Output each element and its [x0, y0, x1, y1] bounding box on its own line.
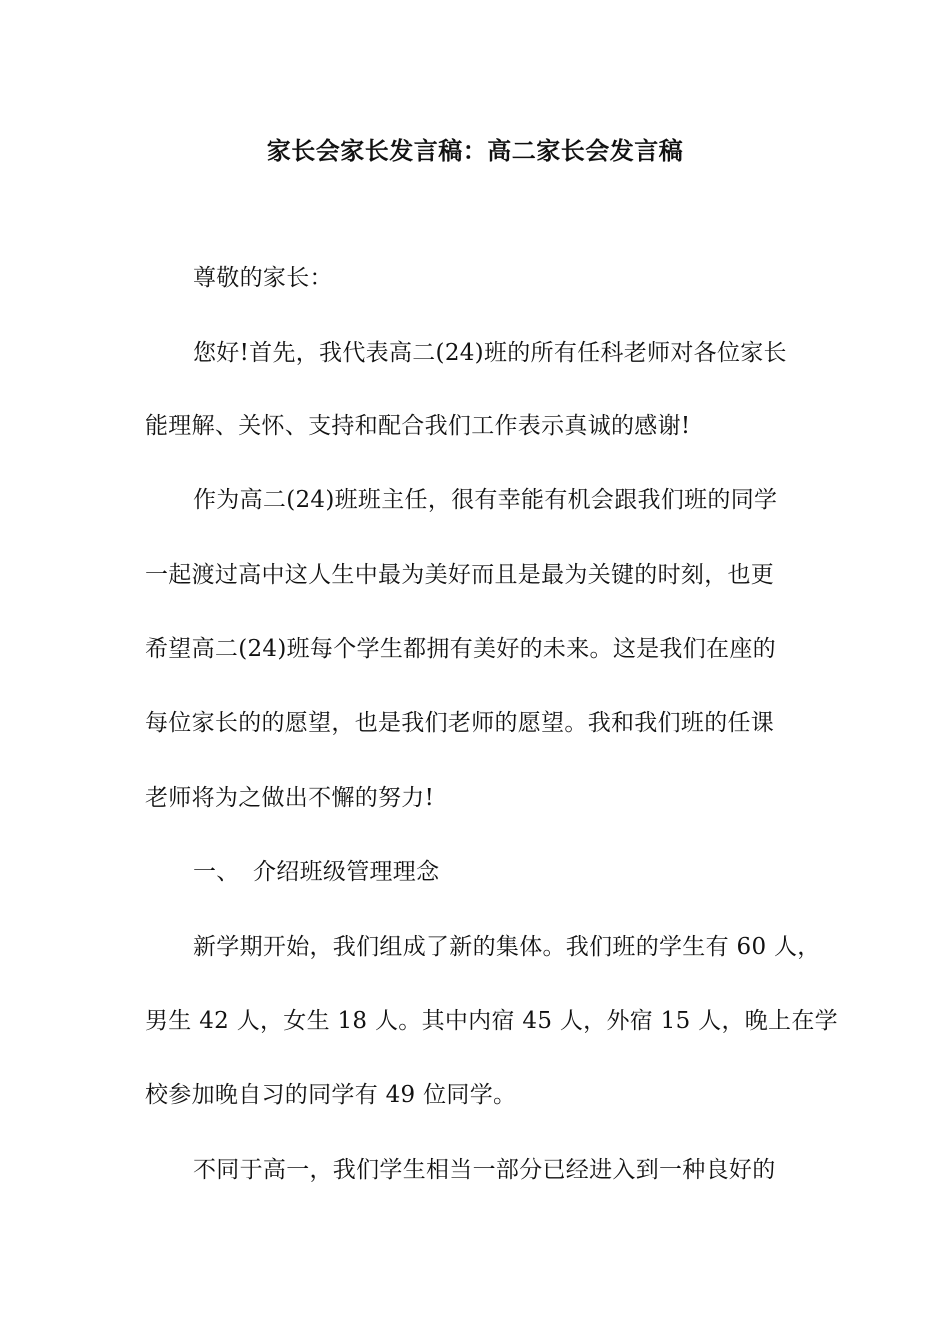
salutation: 尊敬的家长：	[193, 265, 333, 291]
section-heading-text: 介绍班级管理理念	[253, 859, 440, 885]
paragraph-line: 男生 42 人，女生 18 人。其中内宿 45 人，外宿 15 人，晚上在学	[145, 1008, 838, 1034]
paragraph-line: 希望高二(24)班每个学生都拥有美好的未来。这是我们在座的	[145, 636, 776, 662]
paragraph-line: 新学期开始，我们组成了新的集体。我们班的学生有 60 人，	[193, 934, 821, 960]
paragraph-line: 每位家长的的愿望，也是我们老师的愿望。我和我们班的任课	[145, 710, 775, 736]
paragraph-line: 作为高二(24)班班主任，很有幸能有机会跟我们班的同学	[193, 487, 778, 513]
section-heading	[193, 857, 439, 887]
paragraph-line: 您好!首先，我代表高二(24)班的所有任科老师对各位家长	[193, 340, 787, 366]
section-heading-number: 一、	[193, 859, 240, 885]
paragraph-line: 校参加晚自习的同学有 49 位同学。	[145, 1082, 517, 1108]
paragraph-line: 老师将为之做出不懈的努力!	[145, 785, 435, 811]
paragraph-line: 不同于高一，我们学生相当一部分已经进入到一种良好的	[193, 1157, 776, 1183]
paragraph-line: 一起渡过高中这人生中最为美好而且是最为关键的时刻，也更	[145, 562, 775, 588]
document-title: 家长会家长发言稿：高二家长会发言稿	[266, 136, 684, 165]
paragraph-line: 能理解、关怀、支持和配合我们工作表示真诚的感谢!	[145, 413, 691, 439]
